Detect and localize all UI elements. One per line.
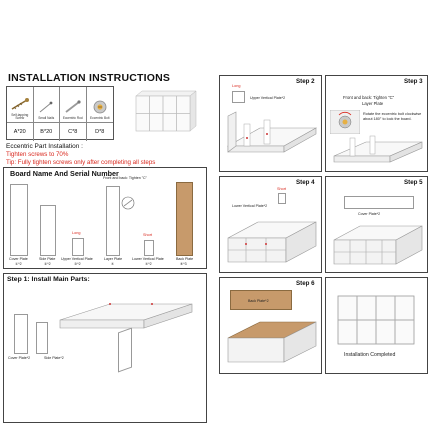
hardware-qty: D*8 [95, 128, 105, 135]
step3-note: Front and back: Tighten "C" [343, 95, 395, 100]
long-tag: Long [72, 231, 81, 235]
hardware-name: Eccentric Rod [62, 116, 83, 121]
upper-vertical-plate-board [72, 238, 84, 256]
step1-base-frame-image [52, 290, 202, 330]
hardware-qty: A*20 [7, 123, 34, 141]
board-name: Upper Vertical Plate [61, 257, 93, 261]
board-code: ⑤*2 [145, 262, 152, 266]
step4-lower-vertical-plate [278, 193, 286, 204]
hardware-cell-screw [7, 87, 34, 123]
board-name: Back Plate [176, 257, 194, 261]
tip-fully-tighten: Tip: Fully tighten screws only after completing all steps [6, 159, 156, 166]
hardware-cell-bolt [87, 87, 114, 123]
step4-short-tag: Short [277, 187, 287, 191]
hardware-name: Eccentric Bolt [90, 116, 110, 121]
board-code: ③*2 [74, 262, 81, 266]
short-tag: Short [143, 233, 153, 237]
completed-shelf-image [336, 294, 418, 346]
step3-label: Step 3 [404, 78, 423, 85]
board-code: ④ [111, 262, 115, 266]
step5-cover-plate [344, 196, 414, 209]
screw-icon [9, 96, 31, 112]
cover-plate-board [10, 184, 28, 256]
eccentric-rod-icon [62, 99, 84, 115]
hardware-cell-nail [34, 87, 61, 123]
shelf-preview-image [132, 88, 198, 132]
board-name: Cover Plate [9, 257, 28, 261]
step3-eccentric-closeup-image [330, 110, 360, 134]
nail-icon [35, 99, 57, 115]
board-code: ⑥*3 [180, 262, 187, 266]
board-code: ②*2 [44, 262, 51, 266]
hardware-name: Small Nails [38, 116, 55, 121]
step1-label: Cover Plate*2 [8, 356, 31, 360]
step5-label: Step 5 [404, 179, 423, 186]
board-name: Lower Vertical Plate [132, 257, 164, 261]
step1-cover-plate [14, 314, 28, 354]
step3-frame-image [330, 132, 426, 170]
hardware-table [6, 86, 114, 140]
step2-frame-image [222, 106, 320, 168]
step4-label: Step 4 [296, 179, 315, 186]
eccentric-bolt-icon [89, 99, 111, 115]
hardware-qty: C*8 [60, 123, 87, 141]
step5-frame-image [330, 218, 426, 270]
lower-vertical-plate-board [144, 240, 154, 256]
step6-frame-image [222, 314, 320, 370]
tip-tighten-70: Tighten screws to 70% [6, 151, 69, 158]
board-code: ①*2 [15, 262, 22, 266]
layer-plate-note: Front and back: Tighten "C" [103, 176, 147, 180]
back-plate-board [176, 182, 193, 256]
step3-rotate-note: Rotate the eccentric bolt clockwise about 180° to lock the board. [363, 112, 422, 121]
step6-label: Step 6 [296, 280, 315, 287]
hardware-name: Self-tapping Screw [11, 112, 29, 121]
hardware-qty: B*20 [34, 123, 61, 141]
eccentric-installation-heading: Eccentric Part Installation : [6, 143, 83, 150]
layer-plate-board [106, 186, 120, 256]
step1-title: Step 1: Install Main Parts: [7, 276, 90, 283]
eccentric-detail-icon [121, 196, 135, 210]
step2-part-label: Upper Vertical Plate*2 [250, 96, 286, 100]
step4-part-label: Lower Vertical Plate*2 [232, 204, 268, 208]
step5-part-label: Cover Plate*2 [358, 212, 381, 216]
step3-part-label: Layer Plate [362, 101, 384, 106]
board-name: Layer Plate [104, 257, 123, 261]
step2-upper-vertical-plate [232, 91, 245, 103]
hardware-cell-rod [60, 87, 87, 123]
side-plate-board [40, 205, 56, 256]
page-title: INSTALLATION INSTRUCTIONS [8, 72, 171, 84]
board-section-title: Board Name And Serial Number [10, 169, 119, 178]
installation-completed-caption: Installation Completed [344, 352, 396, 358]
step1-side-plate [36, 322, 48, 354]
step6-part-label: Back Plate*2 [248, 299, 269, 303]
step1-label: Side Plate*2 [44, 356, 64, 360]
step4-frame-image [222, 212, 320, 270]
board-name: Side Plate [39, 257, 56, 261]
step2-long-tag: Long [232, 84, 241, 88]
step2-label: Step 2 [296, 78, 315, 85]
step1-side-plate-mounted [118, 327, 132, 372]
